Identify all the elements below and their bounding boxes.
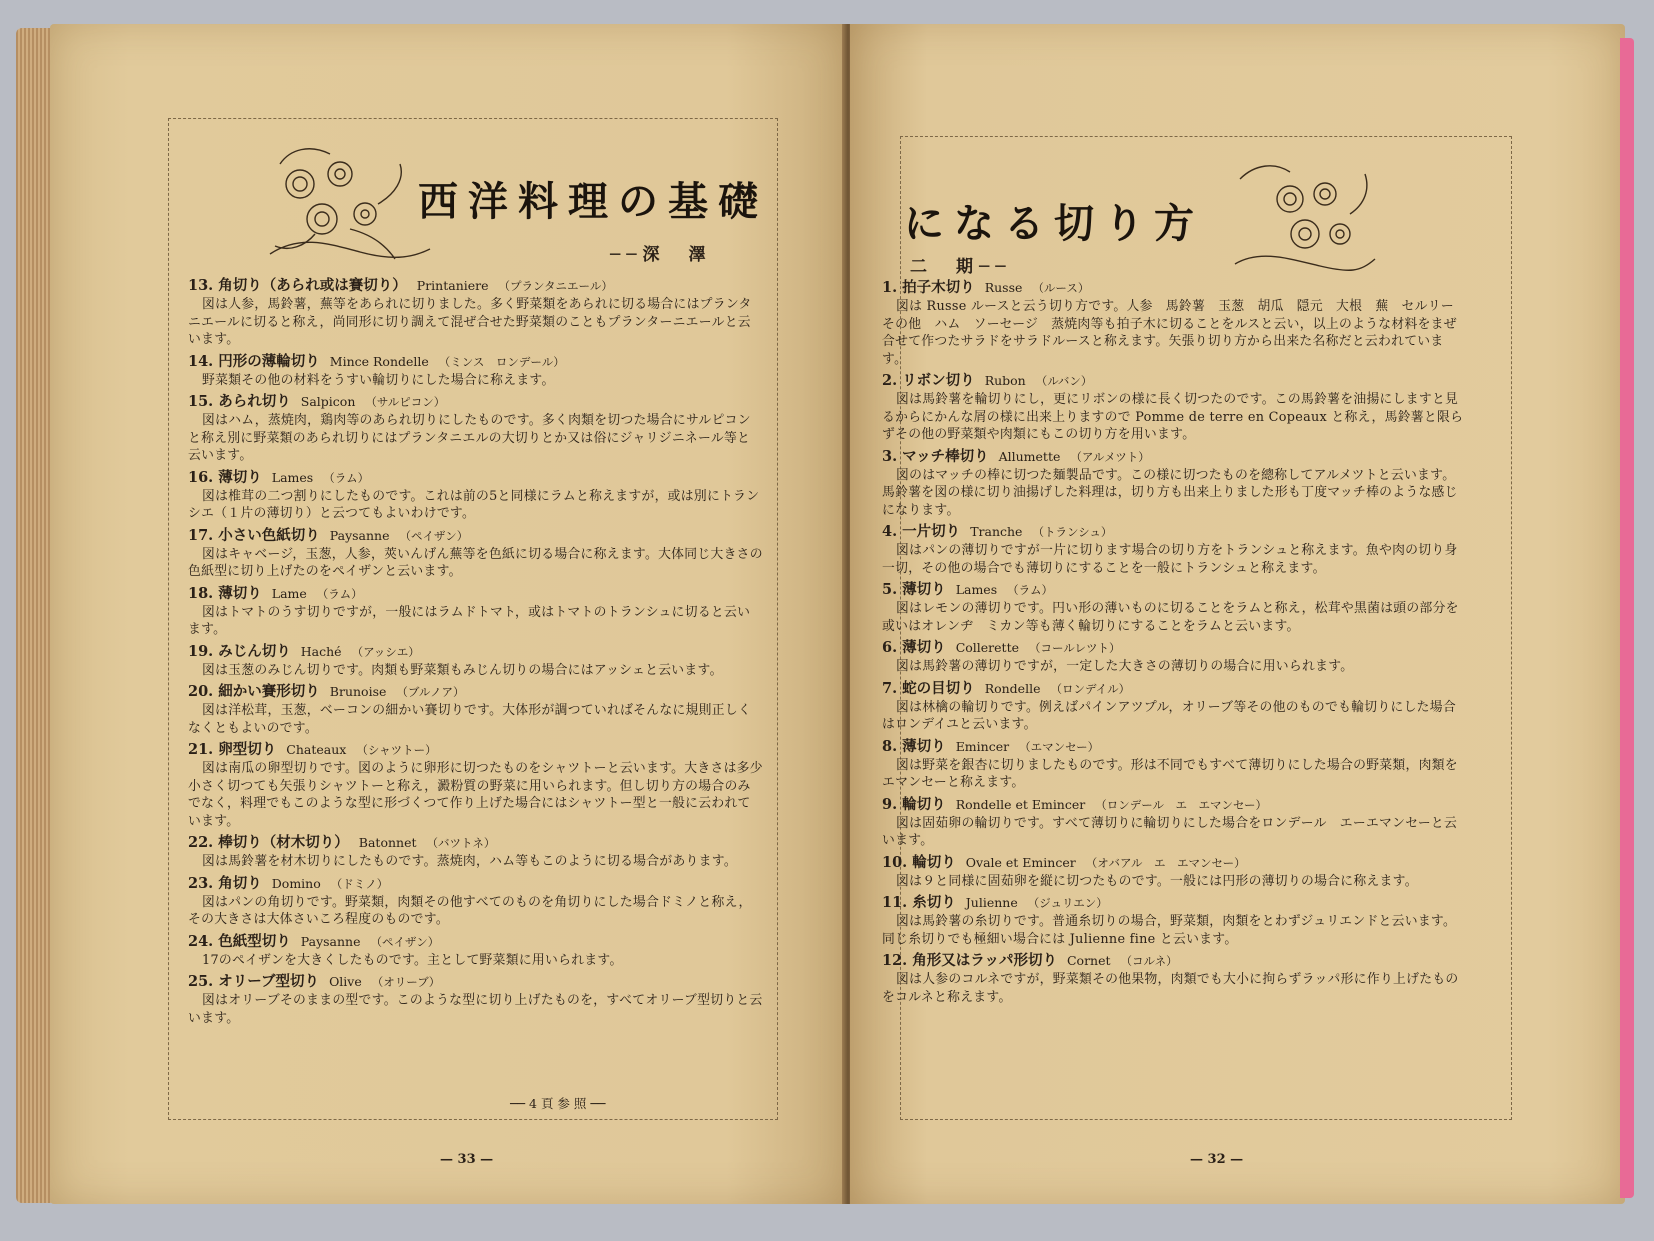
left-page [50, 24, 846, 1204]
list-item: 2. リボン切り Rubon （ルバン） 図は馬鈴薯を輪切りにし，更にリボンの様に長く切つたのです。この馬鈴薯を油揚にしますと見るからにかんな屑の様に出来上りますので Pomme de terre en Copeaux と称え，馬鈴薯と限らずその他の野菜類や肉類にもこの切り方を用います。 [882, 372, 1464, 442]
list-item: 4. 一片切り Tranche （トランシュ） 図はパンの薄切りですが一片に切ります場合の切り方をトランシュと称えます。魚や肉の切り身一切，その他の場合でも薄切りにすることを一般にトランシュと称えます。 [882, 523, 1458, 576]
list-item: 20. 細かい賽形切り Brunoise （ブルノア） 図は洋松茸，玉葱，ベーコンの細かい賽切りです。大体形が調つていればそんなに規則正しくなくともよいのです。 [188, 683, 752, 736]
left-entries [188, 276, 763, 1030]
list-item: 11. 糸切り Julienne （ジュリエン） 図は馬鈴薯の糸切りです。普通糸切りの場合，野菜類，肉類をとわずジュリエンドと云います。同じ糸切りでも極細い場合には Julienne fine と云います。 [882, 894, 1457, 947]
flower-ornament-icon [1230, 154, 1380, 284]
list-item: 9. 輪切り Rondelle et Emincer （ロンデール エ エマンセー） 図は固茹卵の輪切りです。すべて薄切りに輪切りにした場合をロンデール エーエマンセーと云います。 [882, 795, 1458, 848]
right-entries [882, 278, 1468, 1009]
list-item: 12. 角形又はラッパ形切り Cornet （コルネ） 図は人参のコルネですが，野菜類その他果物，肉類でも大小に拘らずラッパ形に作り上げたものをコルネと称えます。 [882, 952, 1459, 1005]
list-item: 1. 拍子木切り Russe （ルース） 図は Russe ルースと云う切り方です。人参 馬鈴薯 玉葱 胡瓜 隠元 大根 蕪 セルリー その他 ハム ソーセージ 蒸焼肉等も拍子木に切ることをルスと云い，以上のような材料をまぜ合せて作つたサラドをサラドルースと称えます。矢張り切り方から出来た名称だと云われています。 [882, 279, 1468, 367]
list-item: 6. 薄切り Collerette （コールレツト） 図は馬鈴薯の薄切りですが，一定した大きさの薄切りの場合に用いられます。 [882, 639, 1354, 674]
list-item: 10. 輪切り Ovale et Emincer （オバアル エ エマンセー） 図は９と同様に固茹卵を縦に切つたものです。一般には円形の薄切りの場合に称えます。 [882, 853, 1418, 889]
list-item: 21. 卵型切り Chateaux （シャツトー） 図は南瓜の卵型切りです。図のように卵形に切つたものをシャツトーと云います。大きさは多少小さく切つても矢張りシャツトーと称え，澱粉質の野菜に用いられます。但し切り方の場合のみでなく，料理でもこのような型に形づくつて作り上げた場合にはシャツトー型と一般に云われています。 [188, 741, 763, 829]
list-item: 23. 角切り Domino （ドミノ） 図はパンの角切りです。野菜類，肉類その他すべてのものを角切りにした場合ドミノと称え，その大きさは大体さいころ程度のものです。 [188, 874, 752, 927]
pink-cover-edge [1620, 38, 1634, 1198]
list-item: 25. オリーブ型切り Olive （オリーブ） 図はオリーブそのままの型です。このような型に切り上げたものを，すべてオリーブ型切りと云います。 [188, 973, 763, 1026]
list-item: 16. 薄切り Lames （ラム） 図は椎茸の二つ割りにしたものです。これは前の5と同様にラムと称えますが，或は別にトランシエ（１片の薄切り）と云つてもよいわけです。 [188, 468, 760, 521]
list-item: 18. 薄切り Lame （ラム） 図はトマトのうす切りですが，一般にはラムドトマト，或はトマトのトランシュに切ると云います。 [188, 584, 751, 637]
list-item: 7. 蛇の目切り Rondelle （ロンデイル） 図は林檎の輪切りです。例えばパインアツプル，オリーブ等その他のものでも輪切りにした場合はロンデイユと云います。 [882, 679, 1456, 732]
list-item: 17. 小さい色紙切り Paysanne （ペイザン） 図はキャベージ，玉葱，人参，莢いんげん蕪等を色紙に切る場合に称えます。大体同じ大きさの色紙型に切り上げたのをペイザンと云います。 [188, 526, 763, 579]
list-item: 5. 薄切り Lames （ラム） 図はレモンの薄切りです。円い形の薄いものに切ることをラムと称え，松茸や黒菌は頭の部分を或いはオレンヂ ミカン等も薄く輪切りにすることをラムと云います。 [882, 581, 1459, 634]
list-item: 15. あられ切り Salpicon （サルピコン） 図はハム，蒸焼肉，鶏肉等のあられ切りにしたものです。多く肉類を切つた場合にサルピコンと称え別に野菜類のあられ切りにはプランタニエルの大切りとか又は俗にジャリジニネール等と云います。 [188, 393, 751, 463]
list-item: 24. 色紙型切り Paysanne （ペイザン） 17のペイザンを大きくしたものです。主として野菜類に用いられます。 [188, 932, 623, 968]
left-title: 西洋料理の基礎 [418, 178, 768, 225]
left-author: ──深 澤 [610, 245, 712, 265]
list-item: 8. 薄切り Emincer （エマンセー） 図は野菜を銀杏に切りましたものです。形は不同でもすべて薄切りにした場合の野菜類，肉類をエマンセーと称えます。 [882, 737, 1458, 790]
list-item: 19. みじん切り Haché （アッシエ） 図は玉葱のみじん切りです。肉類も野菜類もみじん切りの場合にはアッシェと云います。 [188, 642, 723, 678]
page-number: — 33 — [440, 1152, 494, 1167]
list-item: 13. 角切り（あられ或は賽切り） Printaniere （プランタニエール） 図は人参，馬鈴薯，蕪等をあられに切りました。多く野菜類をあられに切る場合にはプランタニエールに切ると称え，尚同形に切り調えて混ぜ合せた野菜類のこともプランターニエールと云います。 [188, 277, 752, 347]
list-item: 3. マッチ棒切り Allumette （アルメツト） 図のはマッチの棒に切つた麺製品です。この様に切つたものを總称してアルメツトと云います。馬鈴薯を図の様に切り油揚げした料理は，切り方も出来上りました形も丁度マッチ棒のような感じになります。 [882, 447, 1458, 518]
page-reference: ── 4 頁 参 照 ── [510, 1096, 606, 1111]
page-number: — 32 — [1190, 1152, 1244, 1167]
list-item: 22. 棒切り（材木切り） Batonnet （バツトネ） 図は馬鈴薯を材木切りにしたものです。蒸焼肉，ハム等もこのように切る場合があります。 [188, 834, 737, 869]
flower-ornament-icon [260, 134, 440, 274]
right-author: 二 期── [910, 257, 1012, 277]
right-page [850, 24, 1625, 1204]
right-title: になる切り方 [904, 200, 1204, 247]
open-book [16, 18, 1638, 1206]
list-item: 14. 円形の薄輪切り Mince Rondelle （ミンス ロンデール） 野菜類その他の材料をうすい輪切りにした場合に称えます。 [188, 352, 565, 388]
